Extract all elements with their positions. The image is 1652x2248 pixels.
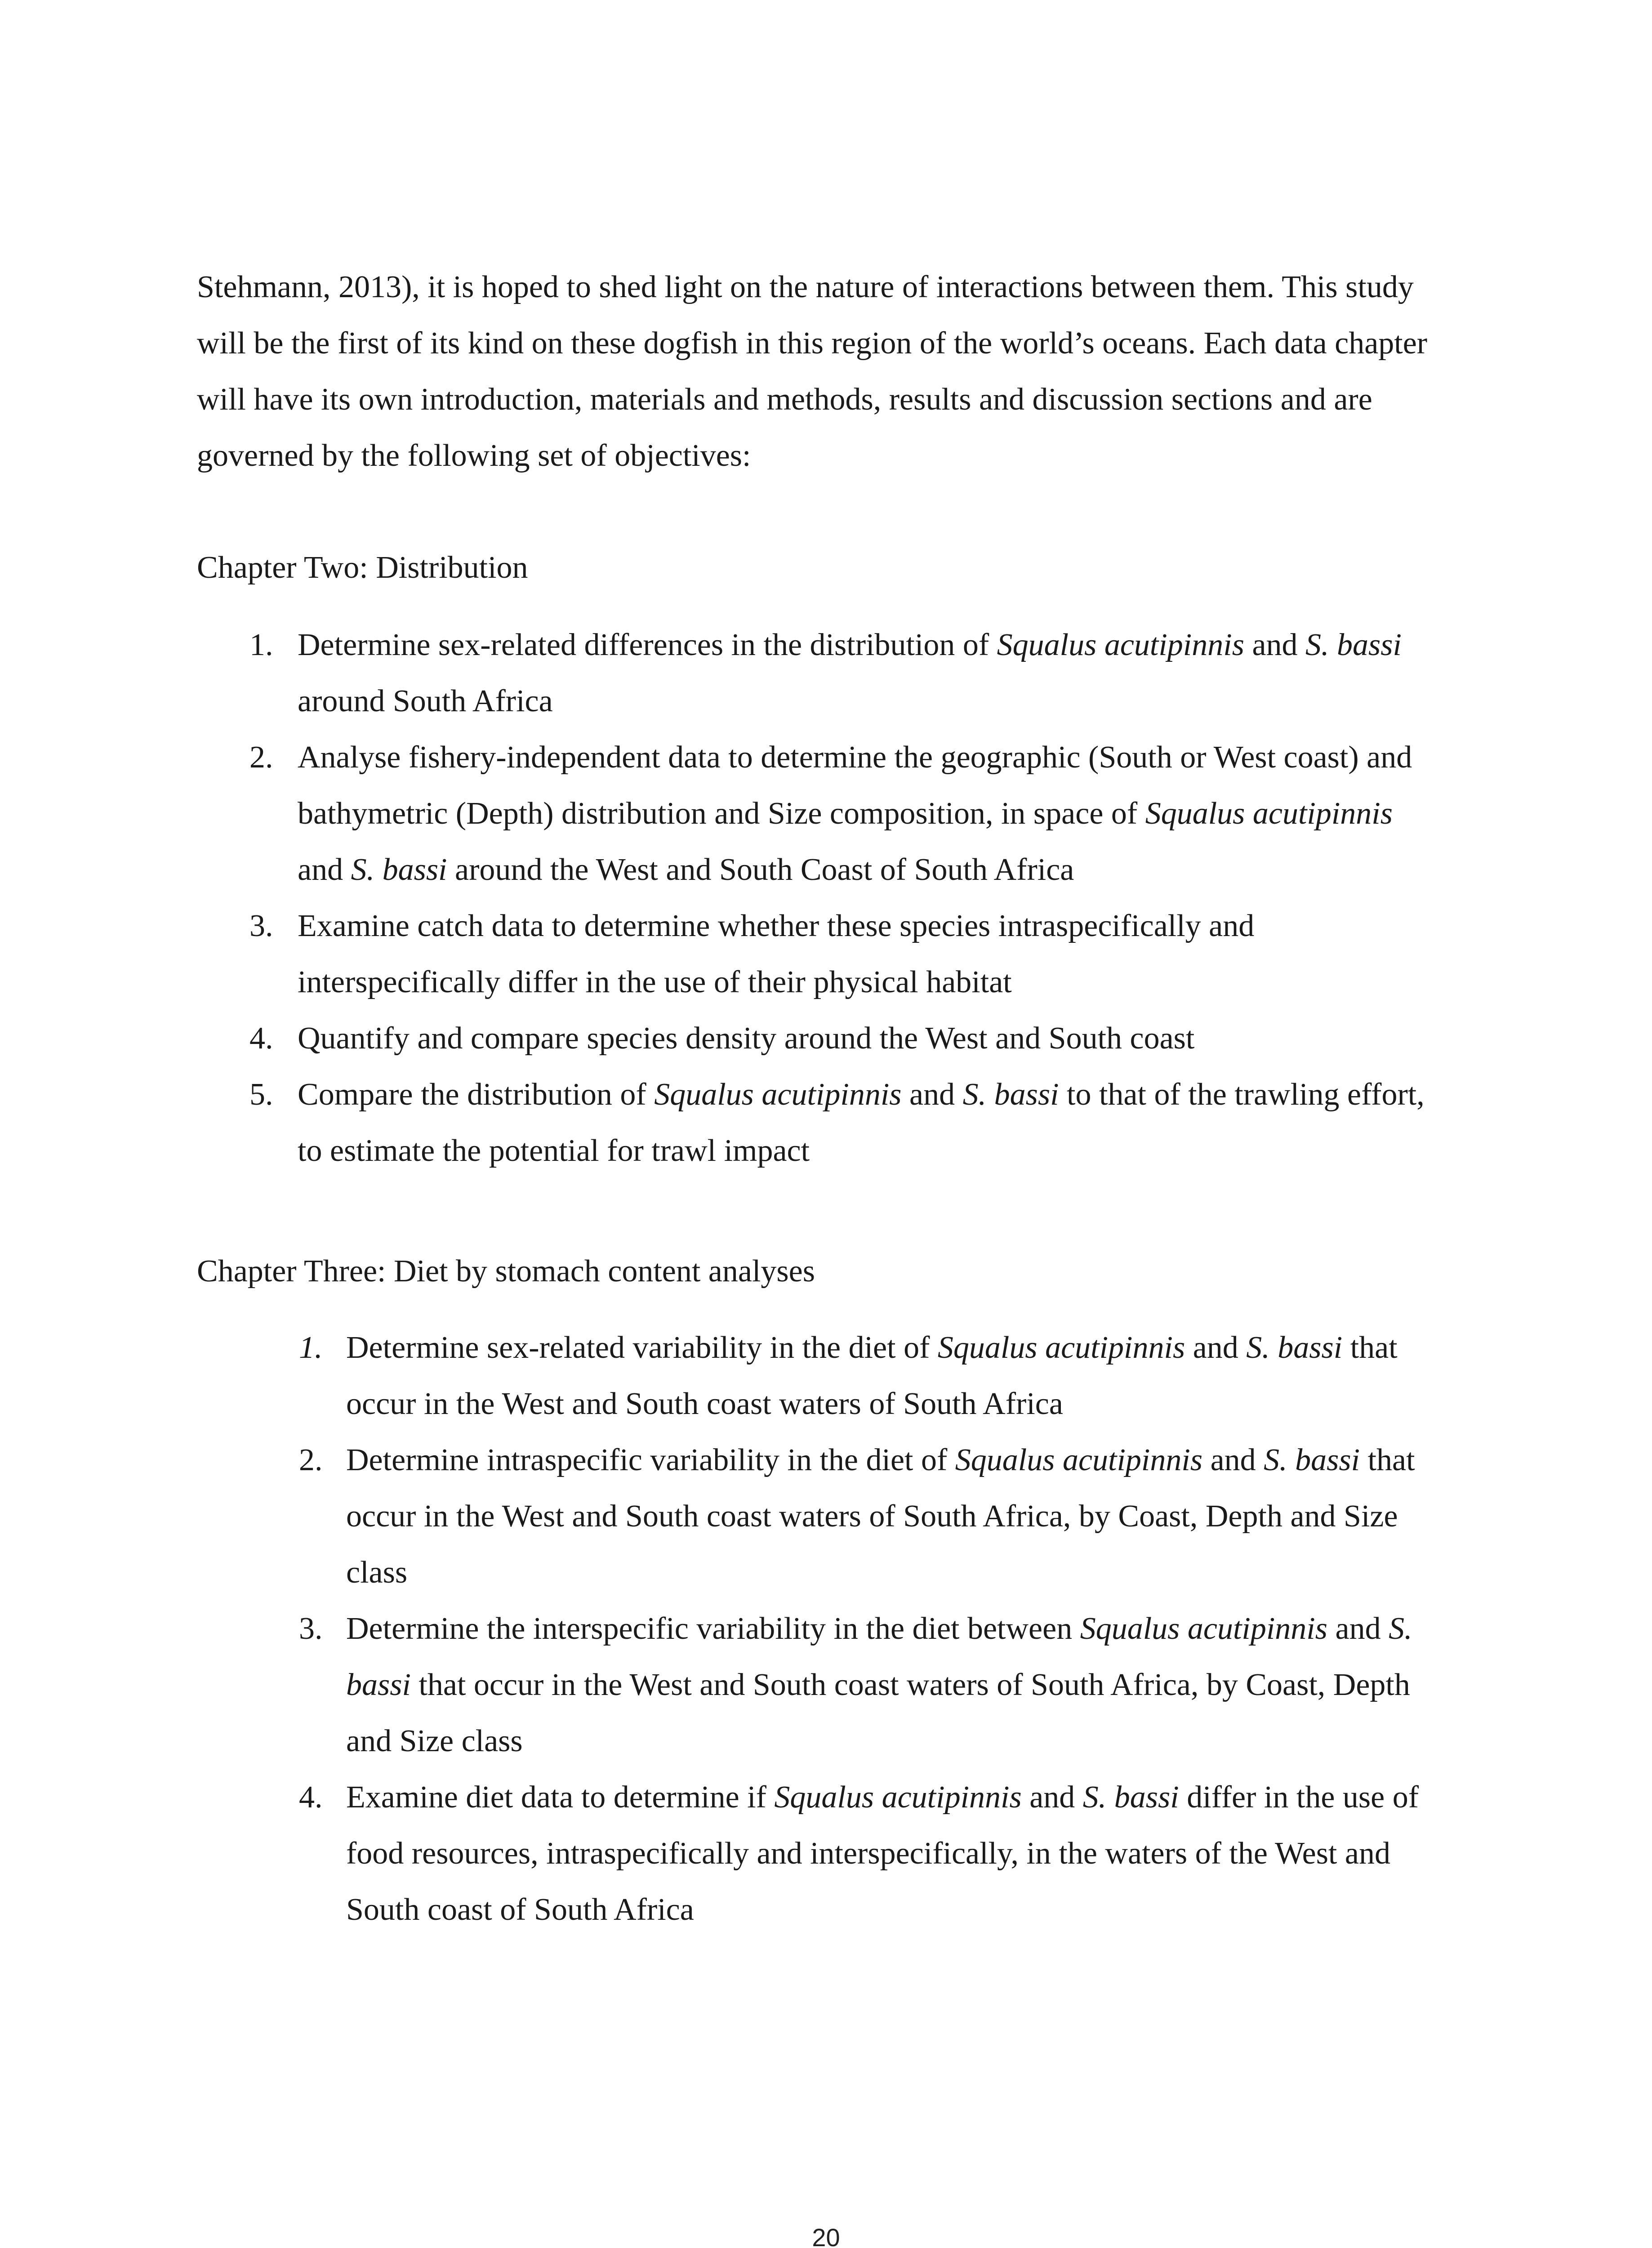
objective-text-run: Quantify and compare species density around the West and South coast bbox=[298, 1021, 1195, 1056]
objective-item bbox=[249, 729, 1441, 898]
objective-text-run: and bbox=[1327, 1611, 1389, 1646]
objective-text bbox=[346, 1601, 1450, 1769]
objective-text bbox=[298, 617, 1441, 729]
objective-text-run: and bbox=[1202, 1443, 1264, 1477]
objective-text bbox=[298, 1010, 1441, 1066]
species-name: S. bassi bbox=[1082, 1780, 1179, 1815]
chapter-three-objectives-list bbox=[299, 1320, 1450, 1938]
objective-item bbox=[249, 1010, 1441, 1066]
objective-item bbox=[299, 1320, 1450, 1432]
objective-number: 1. bbox=[299, 1330, 323, 1365]
species-name: S. bassi bbox=[962, 1077, 1059, 1112]
objective-text-run: Determine sex-related differences in the distribution of bbox=[298, 628, 997, 662]
species-name: S. bassi bbox=[351, 852, 447, 887]
objective-text bbox=[298, 729, 1441, 898]
objective-text-run: Compare the distribution of bbox=[298, 1077, 655, 1112]
objective-text-run: and bbox=[901, 1077, 963, 1112]
objective-number: 2. bbox=[249, 740, 273, 775]
species-name: Squalus acutipinnis bbox=[1080, 1611, 1327, 1646]
objective-text-run: that occur in the West and South coast waters of South Africa bbox=[346, 1330, 1398, 1421]
objective-item bbox=[249, 617, 1441, 729]
objective-text-run: around South Africa bbox=[298, 684, 553, 718]
species-name: Squalus acutipinnis bbox=[774, 1780, 1022, 1815]
objective-text bbox=[346, 1769, 1450, 1938]
objective-text-run: Determine sex-related variability in the diet of bbox=[346, 1330, 938, 1365]
objective-text-run: differ in the use of food resources, intraspecifically and interspecifically, in the waters of the West and South coast of South Africa bbox=[346, 1780, 1419, 1927]
objective-number: 2. bbox=[299, 1443, 323, 1477]
species-name: Squalus acutipinnis bbox=[1145, 796, 1393, 831]
species-name: Squalus acutipinnis bbox=[997, 628, 1244, 662]
intro-paragraph: Stehmann, 2013), it is hoped to shed light on the nature of interactions between them. This study will be the first of its kind on these dogfish in this region of the world’s oceans. Each data chapter will have its own introduction, materials and methods, results and discussion sections and are governed by the following set of objectives: bbox=[197, 270, 1428, 473]
page-number: 20 bbox=[812, 2223, 840, 2248]
objective-text bbox=[346, 1432, 1450, 1601]
species-name: Squalus acutipinnis bbox=[937, 1330, 1185, 1365]
objective-item bbox=[249, 1066, 1441, 1179]
chapter-two-heading: Chapter Two: Distribution bbox=[197, 550, 528, 585]
objective-number: 4. bbox=[249, 1021, 273, 1056]
objective-text bbox=[346, 1320, 1450, 1432]
objective-text-run: and bbox=[1244, 628, 1306, 662]
species-name: S. bassi bbox=[1246, 1330, 1343, 1365]
objective-number: 5. bbox=[249, 1077, 273, 1112]
objective-text-run: that occur in the West and South coast waters of South Africa, by Coast, Depth and Size class bbox=[346, 1443, 1415, 1590]
objective-number: 3. bbox=[299, 1611, 323, 1646]
objective-text-run: Examine diet data to determine if bbox=[346, 1780, 775, 1815]
objective-text-run: Determine the interspecific variability in the diet between bbox=[346, 1611, 1080, 1646]
objective-text-run: around the West and South Coast of South Africa bbox=[447, 852, 1074, 887]
objective-item bbox=[249, 898, 1441, 1010]
objective-number: 3. bbox=[249, 909, 273, 943]
species-name: S. bassi bbox=[346, 1611, 1412, 1702]
species-name: S. bassi bbox=[1264, 1443, 1360, 1477]
chapter-two-objectives-list bbox=[249, 617, 1441, 1179]
objective-text bbox=[298, 898, 1441, 1010]
objective-text-run: Analyse fishery-independent data to determine the geographic (South or West coast) and bathymetric (Depth) distribution and Size composition, in space of bbox=[298, 740, 1412, 831]
chapter-three-heading: Chapter Three: Diet by stomach content analyses bbox=[197, 1254, 815, 1289]
objective-text-run: to that of the trawling effort, to estimate the potential for trawl impact bbox=[298, 1077, 1425, 1168]
objective-number: 4. bbox=[299, 1780, 323, 1815]
objective-text bbox=[298, 1066, 1441, 1179]
objective-text-run: and bbox=[1021, 1780, 1083, 1815]
objective-item bbox=[299, 1769, 1450, 1938]
objective-text-run: and bbox=[1185, 1330, 1247, 1365]
objective-number: 1. bbox=[249, 628, 273, 662]
objective-item bbox=[299, 1432, 1450, 1601]
objective-text-run: Examine catch data to determine whether these species intraspecifically and interspecifically differ in the use of their physical habitat bbox=[298, 909, 1255, 999]
objective-item bbox=[299, 1601, 1450, 1769]
species-name: Squalus acutipinnis bbox=[955, 1443, 1203, 1477]
objective-text-run: and bbox=[298, 852, 351, 887]
species-name: Squalus acutipinnis bbox=[654, 1077, 902, 1112]
objective-text-run: that occur in the West and South coast waters of South Africa, by Coast, Depth and Size class bbox=[346, 1668, 1410, 1758]
objective-text-run: Determine intraspecific variability in the diet of bbox=[346, 1443, 955, 1477]
species-name: S. bassi bbox=[1305, 628, 1402, 662]
